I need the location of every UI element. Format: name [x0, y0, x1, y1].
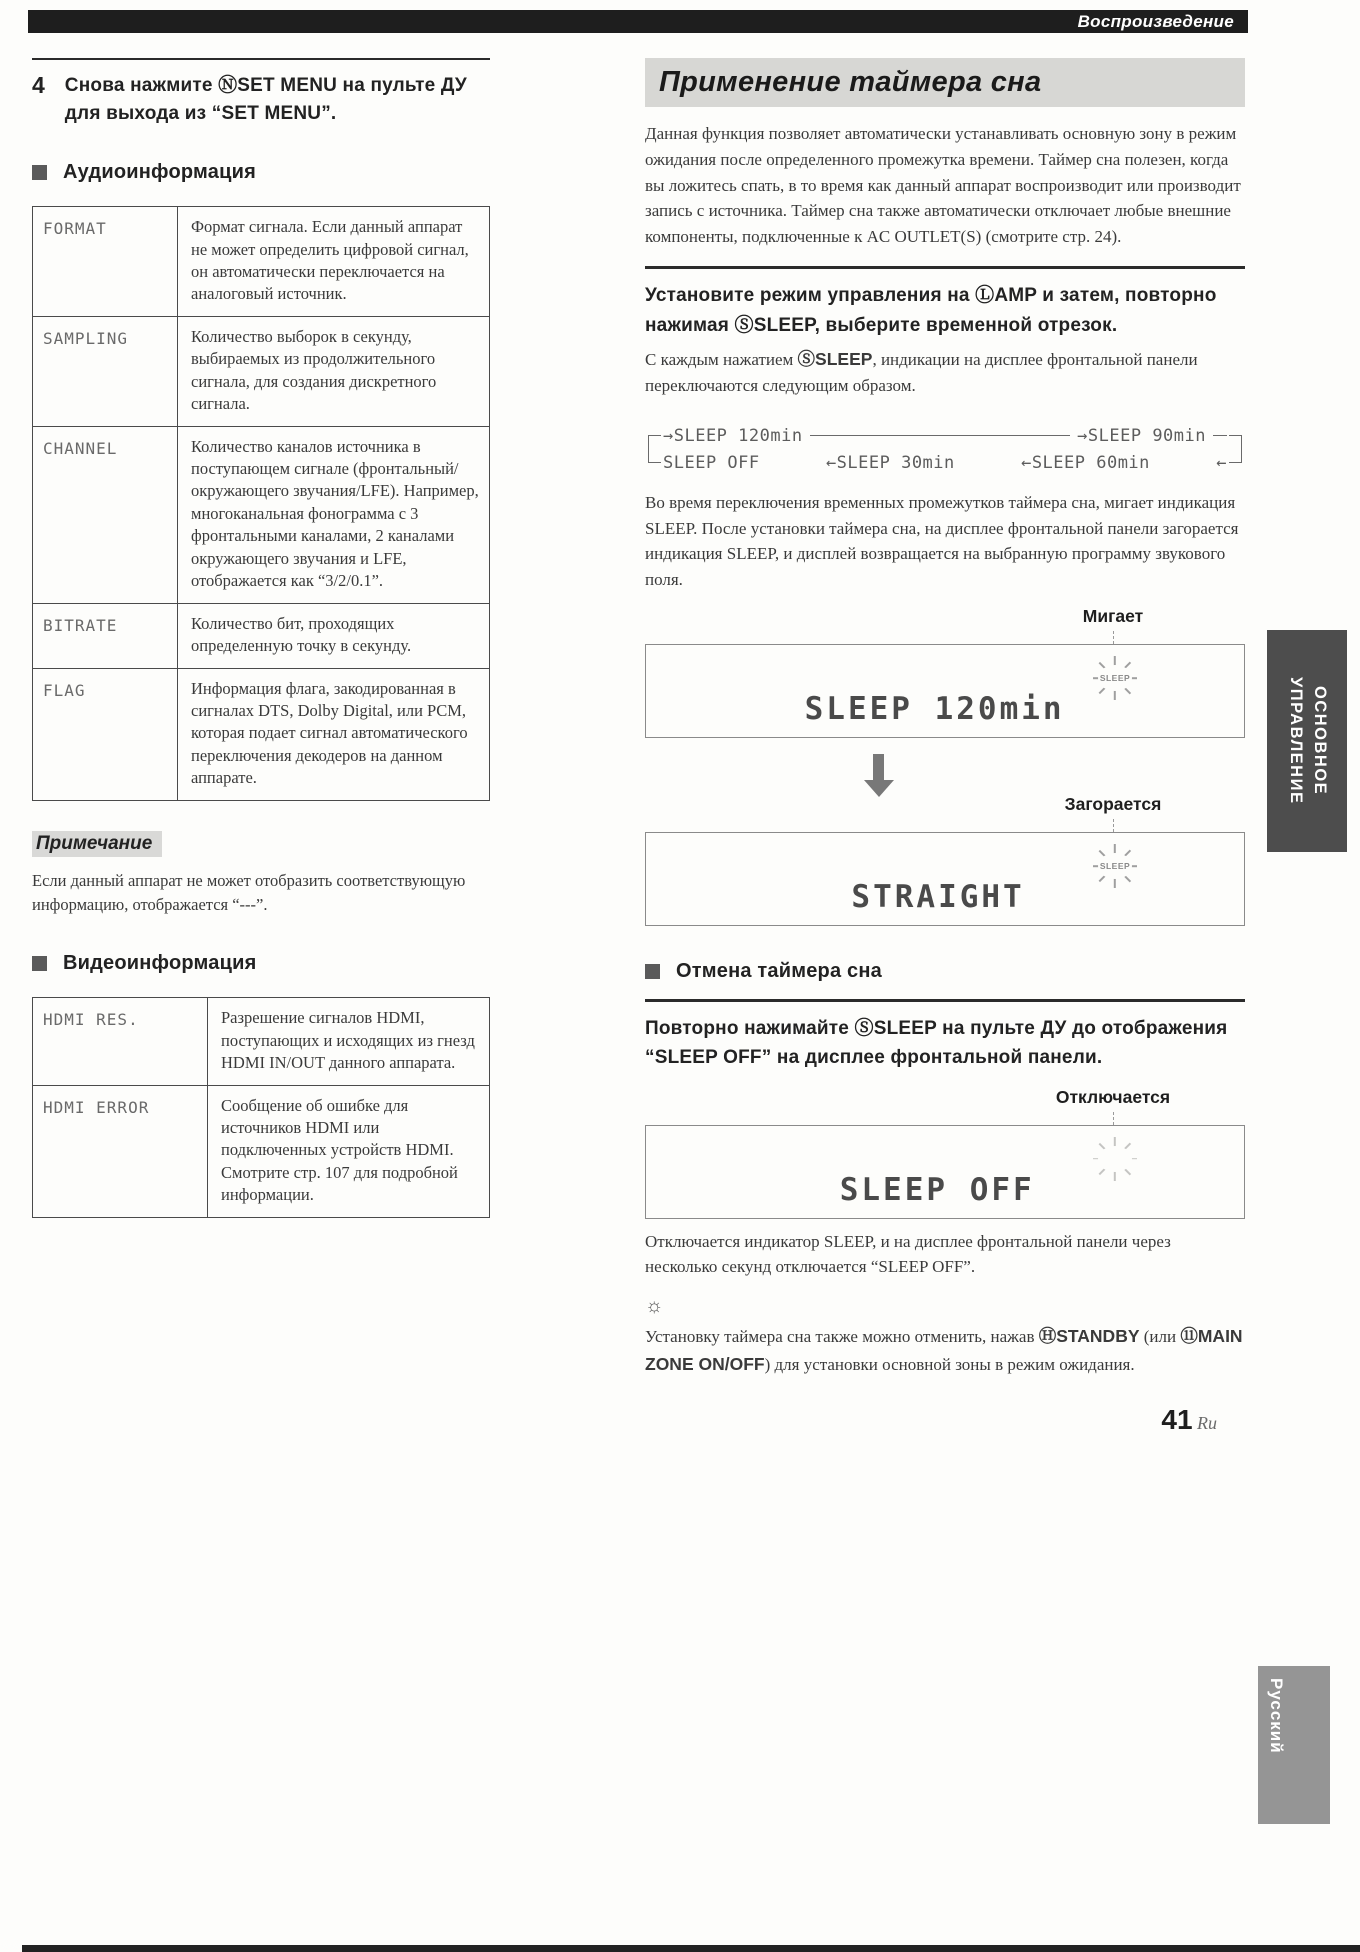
display-figure-2	[645, 794, 1245, 926]
table-desc: Количество каналов источника в поступающем сигнале (фронтальный/окружающего звучания/LFE). Например, многоканальная фонограмма с 3 фронтальными каналами, 2 каналами окружающего звучания и LFE, отображается как “3/2/0.1”.	[178, 426, 490, 603]
table-term: HDMI RES.	[33, 998, 208, 1085]
audio-info-title: Аудиоинформация	[63, 161, 256, 184]
display-text: STRAIGHT	[851, 879, 1025, 916]
audio-info-table	[32, 206, 490, 801]
tip-text: Установку таймера сна также можно отменить, нажав	[645, 1326, 1039, 1346]
divider	[645, 999, 1245, 1002]
sleep-indicator-lit	[1092, 843, 1138, 889]
divider	[645, 266, 1245, 269]
video-info-section-header	[32, 952, 490, 975]
table-term: BITRATE	[33, 603, 178, 668]
table-term: FLAG	[33, 668, 178, 800]
chapter-bar-label: Воспроизведение	[1077, 11, 1234, 31]
table-term: FORMAT	[33, 207, 178, 317]
video-info-table	[32, 997, 490, 1218]
cycle-item: →SLEEP 120min	[663, 425, 803, 446]
sleep-indicator-off	[1092, 1136, 1138, 1182]
table-term: SAMPLING	[33, 316, 178, 426]
page-language: Ru	[1197, 1413, 1217, 1434]
cycle-item: SLEEP OFF	[663, 452, 760, 473]
table-term: CHANNEL	[33, 426, 178, 603]
tip-text: ) для установки основной зоны в режим ожидания.	[764, 1355, 1135, 1375]
cancel-sleep-section-header	[645, 960, 1245, 983]
table-row	[33, 207, 490, 317]
audio-info-section-header	[32, 161, 490, 184]
side-tab-text: Русский	[1267, 1678, 1286, 1754]
blink-paragraph: Во время переключения временных промежутков таймера сна, мигает индикация SLEEP. После установки таймера сна, на дисплее фронтальной панели загорается индикация SLEEP, и дисплей возвращается на выбранную программу звукового поля.	[645, 493, 1239, 589]
sleep-indicator-label	[1098, 1146, 1132, 1172]
cycle-item: ←	[1216, 452, 1227, 473]
cycle-bottom-row	[663, 449, 1227, 476]
tip-text: (или	[1139, 1326, 1181, 1346]
table-row	[33, 998, 490, 1085]
video-info-title: Видеоинформация	[63, 952, 257, 975]
chapter-bar	[28, 10, 1248, 33]
side-tab-text	[1283, 677, 1331, 804]
cancel-sleep-title: Отмена таймера сна	[676, 960, 882, 983]
intro-paragraph: Данная функция позволяет автоматически устанавливать основную зону в режим ожидания после определенного промежутка времени. Таймер сна полезен, когда вы ложитесь спать, в то время как данный аппарат воспроизводит или производит запись с источника. Таймер сна также автоматически отключает любые внешние компоненты, подключенные к AC OUTLET(S) (смотрите стр. 24).	[645, 124, 1241, 247]
cycle-left-connector	[648, 435, 661, 463]
side-tab-line: УПРАВЛЕНИЕ	[1287, 677, 1305, 805]
square-bullet-icon	[645, 964, 660, 979]
table-desc: Информация флага, закодированная в сигналах DTS, Dolby Digital, или PCM, которая подает сигнал автоматического переключения декодеров на данном аппарате.	[178, 668, 490, 800]
table-desc: Формат сигнала. Если данный аппарат не может определить цифровой сигнал, он автоматически переключается на аналоговый источник.	[178, 207, 490, 317]
display-annotation: Загорается	[1064, 794, 1162, 815]
tip-bulb-icon: ☼	[645, 1294, 664, 1317]
front-panel-display	[645, 832, 1245, 926]
sleep-button-ref: ⓈSLEEP	[797, 349, 873, 370]
table-row	[33, 603, 490, 668]
table-desc: Количество бит, проходящих определенную точку в секунду.	[178, 603, 490, 668]
bottom-edge-bar	[22, 1945, 1360, 1952]
cycle-arrow-line	[1213, 435, 1227, 437]
display-annotation: Отключается	[1055, 1086, 1171, 1107]
side-tab-line: ОСНОВНОЕ	[1310, 686, 1329, 796]
display-annotation: Мигает	[1082, 606, 1144, 627]
table-desc: Разрешение сигналов HDMI, поступающих и исходящих из гнезд HDMI IN/OUT данного аппарата.	[208, 998, 490, 1085]
table-term: HDMI ERROR	[33, 1085, 208, 1217]
side-tab-basic-operation	[1267, 630, 1347, 852]
standby-button-ref: ⒽSTANDBY	[1038, 1325, 1140, 1346]
display-text: SLEEP OFF	[839, 1171, 1035, 1208]
table-desc: Сообщение об ошибке для источников HDMI или подключенных устройств HDMI. Смотрите стр. 107 для подробной информации.	[208, 1085, 490, 1217]
set-sleep-instruction: Установите режим управления на ⓁAMP и затем, повторно нажимая ⓈSLEEP, выберите временной отрезок.	[645, 285, 1217, 336]
each-press-text: , индикации на дисплее фронтальной панели переключаются следующим образом.	[645, 350, 1198, 395]
cycle-item: ←SLEEP 60min	[1021, 452, 1150, 473]
sleep-indicator-blinking	[1092, 655, 1138, 701]
sleep-indicator-label: SLEEP	[1098, 853, 1132, 879]
step-text: Снова нажмите ⓃSET MENU на пульте ДУ для выхода из “SET MENU”.	[64, 75, 467, 124]
page-number	[645, 1404, 1245, 1436]
cycle-arrow-line	[810, 435, 1071, 437]
each-press-text: С каждым нажатием	[645, 350, 798, 370]
square-bullet-icon	[32, 956, 47, 971]
cycle-right-connector	[1229, 435, 1242, 463]
sleep-indicator-label: SLEEP	[1098, 665, 1132, 691]
cycle-item: ←SLEEP 30min	[825, 452, 955, 473]
down-arrow-icon	[873, 754, 884, 780]
left-column	[32, 58, 490, 1218]
cycle-top-row	[663, 422, 1227, 449]
display-figure-1	[645, 606, 1245, 738]
step-4	[32, 58, 490, 127]
step-number: 4	[32, 72, 45, 98]
cancel-sleep-instruction: Повторно нажимайте ⓈSLEEP на пульте ДУ до отображения “SLEEP OFF” на дисплее фронтальной панели.	[645, 1018, 1228, 1069]
display-text: SLEEP 120min	[804, 691, 1065, 728]
tip-paragraph	[645, 1322, 1245, 1378]
front-panel-display	[645, 1125, 1245, 1219]
front-panel-display	[645, 644, 1245, 738]
side-tab-language	[1258, 1666, 1330, 1824]
table-desc: Количество выборок в секунду, выбираемых из продолжительного сигнала, для создания дискретного сигнала.	[178, 316, 490, 426]
table-row	[33, 316, 490, 426]
cycle-item: →SLEEP 90min	[1077, 425, 1206, 446]
sleep-cycle-diagram	[645, 422, 1245, 476]
each-press-paragraph	[645, 346, 1245, 398]
display-figure-3	[645, 1087, 1245, 1219]
table-row	[33, 1085, 490, 1217]
table-row	[33, 426, 490, 603]
note-title: Примечание	[32, 831, 162, 857]
page-number-value: 41	[1161, 1404, 1193, 1436]
sleep-off-paragraph: Отключается индикатор SLEEP, и на дисплее фронтальной панели через несколько секунд отключается “SLEEP OFF”.	[645, 1231, 1171, 1277]
square-bullet-icon	[32, 165, 47, 180]
main-zone-button-ref: ⑪MAIN ZONE ON/OFF	[645, 1325, 1243, 1375]
note-text: Если данный аппарат не может отобразить соответствующую информацию, отображается “---”.	[32, 870, 466, 915]
right-column	[645, 58, 1245, 1436]
table-row	[33, 668, 490, 800]
page-title: Применение таймера сна	[645, 58, 1245, 107]
